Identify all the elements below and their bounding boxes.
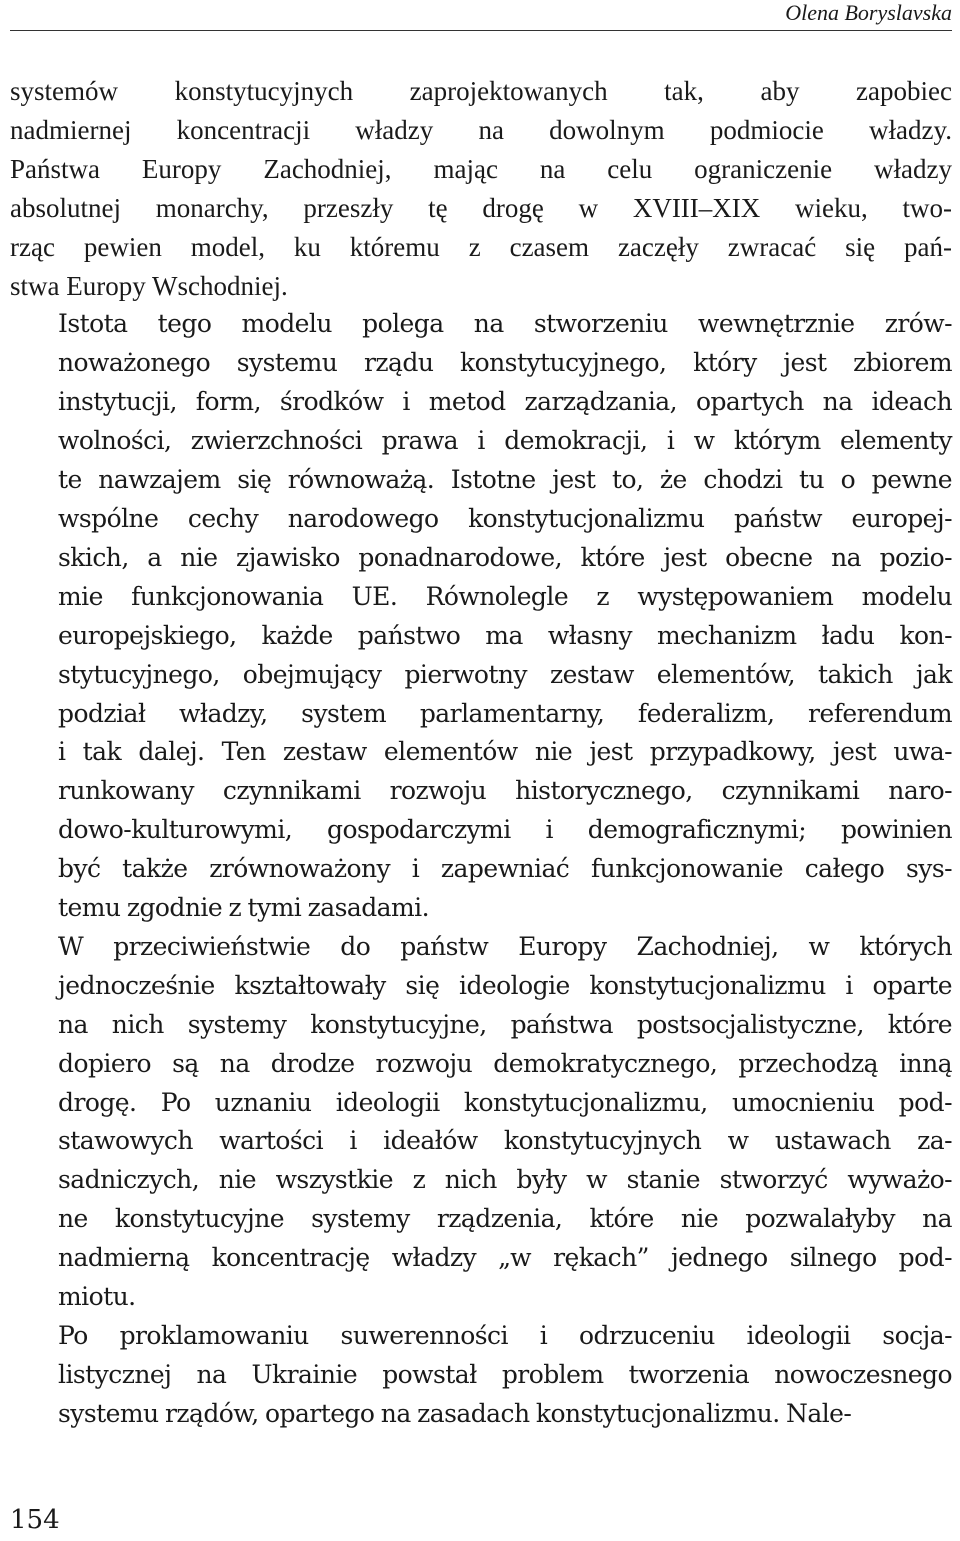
text-line: instytucji, form, środków i metod zarządzania, opartych na ideach (58, 387, 952, 417)
text-line: miotu. (58, 1282, 136, 1312)
text-line: runkowany czynnikami rozwoju historycznego, czynnikami naro- (58, 776, 952, 806)
text-line: listycznej na Ukrainie powstał problem tworzenia nowoczesnego (58, 1359, 952, 1389)
text-line: Po proklamowaniu suwerenności i odrzuceniu ideologii socja- (58, 1321, 952, 1350)
text-line: te nawzajem się równoważą. Istotne jest to, że chodzi tu o pewne (58, 465, 952, 495)
running-header (10, 0, 952, 31)
paragraph-2 (10, 305, 952, 928)
page-body (10, 72, 952, 1434)
paragraph-3 (10, 928, 952, 1317)
text-line: systemów konstytucyjnych zaprojektowanych tak, aby zapobiec (10, 76, 952, 106)
text-line: dowo-kulturowymi, gospodarczymi i demograficznymi; powinien (58, 815, 952, 845)
text-line: nadmierną koncentrację władzy „w rękach” jednego silnego pod- (58, 1243, 952, 1273)
text-line: absolutnej monarchy, przeszły tę drogę w XVIII–XIX wieku, two- (10, 192, 952, 223)
text-line: dopiero są na drodze rozwoju demokratycznego, przechodzą inną (58, 1048, 952, 1078)
text-line: ne konstytucyjne systemy rządzenia, które nie pozwalałyby na (58, 1204, 952, 1234)
page-number: 154 (10, 1505, 60, 1535)
text-line: stytucyjnego, obejmujący pierwotny zestaw elementów, takich jak (58, 659, 952, 689)
text-line: nadmiernej koncentracji władzy na dowolnym podmiocie władzy. (10, 114, 952, 145)
text-line: noważonego systemu rządu konstytucyjnego, który jest zbiorem (58, 348, 952, 378)
text-line: na nich systemy konstytucyjne, państwa postsocjalistyczne, które (58, 1009, 952, 1039)
text-line: W przeciwieństwie do państw Europy Zachodniej, w których (58, 931, 952, 961)
running-header-author: Olena Boryslavska (785, 0, 952, 25)
text-line: Istota tego modelu polega na stworzeniu wewnętrznie zrów- (58, 309, 952, 339)
text-line: europejskiego, każde państwo ma własny mechanizm ładu kon- (58, 620, 952, 650)
text-line: i tak dalej. Ten zestaw elementów nie jest przypadkowy, jest uwa- (58, 737, 952, 767)
text-line: stawowych wartości i ideałów konstytucyjnych w ustawach za- (58, 1126, 952, 1156)
text-line: mie funkcjonowania UE. Równolegle z występowaniem modelu (58, 581, 952, 611)
text-line: podział władzy, system parlamentarny, federalizm, referendum (58, 698, 952, 728)
text-line: wolności, zwierzchności prawa i demokracji, i w którym elementy (58, 426, 952, 456)
text-line: być także zrównoważony i zapewniać funkcjonowanie całego sys- (58, 854, 952, 884)
text-line: jednocześnie kształtowały się ideologie konstytucjonalizmu i oparte (58, 970, 952, 1000)
text-line: temu zgodnie z tymi zasadami. (58, 893, 430, 923)
text-line: wspólne cechy narodowego konstytucjonalizmu państw europej- (58, 503, 952, 533)
text-line: sadniczych, nie wszystkie z nich były w stanie stworzyć wyważo- (58, 1165, 952, 1195)
text-line: Państwa Europy Zachodniej, mając na celu ograniczenie władzy (10, 153, 952, 184)
text-line: rząc pewien model, ku któremu z czasem zaczęły zwracać się pań- (10, 231, 952, 262)
text-line: stwa Europy Wschodniej. (10, 270, 288, 301)
paragraph-4 (10, 1317, 952, 1434)
paragraph-1 (10, 72, 952, 305)
text-line: systemu rządów, opartego na zasadach konstytucjonalizmu. Nale- (58, 1398, 852, 1428)
text-line: skich, a nie zjawisko ponadnarodowe, które jest obecne na pozio- (58, 542, 952, 572)
text-line: drogę. Po uznaniu ideologii konstytucjonalizmu, umocnieniu pod- (58, 1087, 952, 1117)
